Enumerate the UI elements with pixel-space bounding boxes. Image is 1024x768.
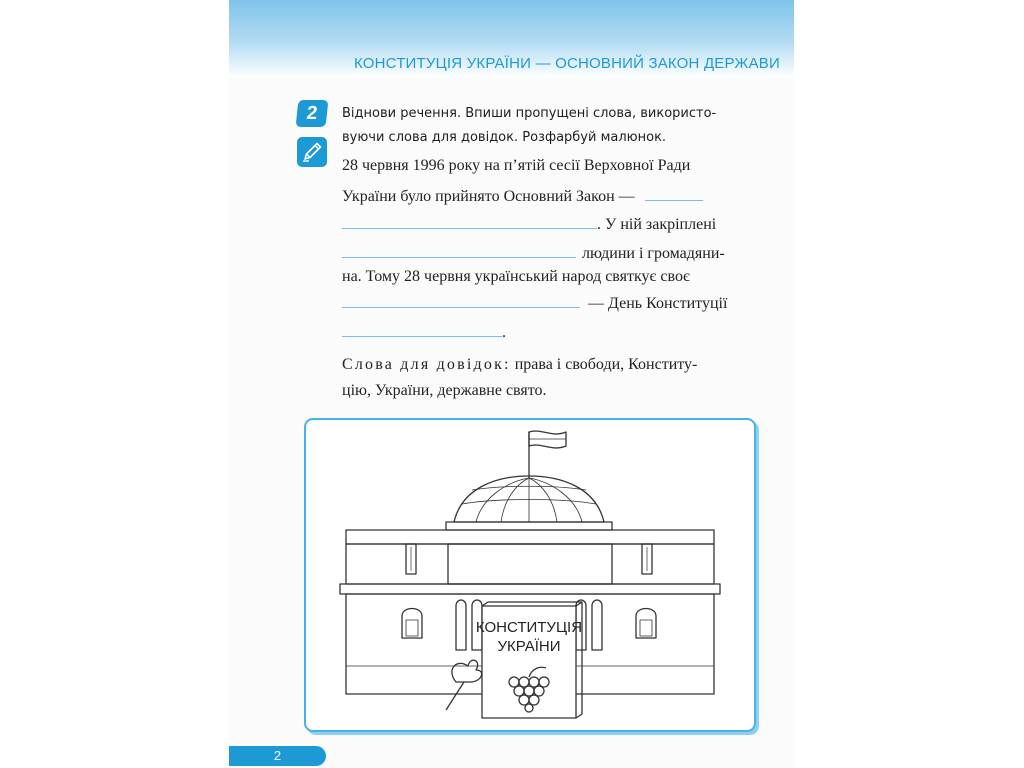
text-fragment: — День Конституції: [588, 295, 728, 312]
page-title: КОНСТИТУЦІЯ УКРАЇНИ — ОСНОВНИЙ ЗАКОН ДЕРЖАВИ: [353, 55, 780, 72]
window: [636, 609, 656, 639]
cornice: [346, 530, 714, 544]
text-line: [342, 319, 506, 347]
vocabulary-label: Слова для довідок:: [342, 356, 511, 373]
leaf: [452, 660, 482, 682]
text-line: 28 червня 1996 року на п’ятій сесії Верховної Ради: [342, 157, 691, 174]
vocabulary-words: права і свободи, Конститу-: [514, 356, 698, 373]
text-line: [342, 290, 727, 318]
text-fragment: України було прийнято Основний Закон —: [342, 188, 635, 205]
instruction-line: Віднови речення. Впиши пропущені слова, використо-: [342, 106, 717, 121]
vocabulary-hint: [342, 352, 754, 404]
book-title-line: УКРАЇНИ: [497, 638, 561, 655]
vocabulary-line: [342, 352, 754, 378]
book-title-line: КОНСТИТУЦІЯ: [475, 619, 583, 636]
instruction-line: вуючи слова для довідок. Розфарбуй малюнок.: [342, 130, 667, 145]
text-line: [342, 211, 716, 239]
text-line: на. Тому 28 червня український народ святкує своє: [342, 268, 690, 285]
exercise-instructions: [342, 102, 762, 150]
text-fragment: .: [502, 324, 506, 341]
answer-blank[interactable]: [342, 241, 576, 258]
answer-blank[interactable]: [342, 320, 502, 337]
answer-blank[interactable]: [342, 291, 580, 308]
text-line: [342, 183, 703, 211]
workbook-page: [229, 0, 794, 768]
page-header: [229, 0, 794, 78]
coloring-picture-frame[interactable]: [304, 418, 756, 732]
answer-blank[interactable]: [342, 212, 597, 229]
flag: [529, 431, 566, 448]
pencil-icon: [297, 137, 327, 167]
text-fragment: людини і громадяни-: [582, 245, 725, 262]
vocabulary-line: цію, України, державне свято.: [342, 382, 547, 399]
text-fragment: . У ній закріплені: [597, 216, 717, 233]
page-number: 2: [273, 748, 282, 763]
window: [402, 609, 422, 639]
answer-blank[interactable]: [645, 184, 703, 201]
page-number-tab: [229, 746, 326, 766]
parliament-building-drawing: [306, 420, 754, 730]
exercise-number-badge: 2: [296, 100, 329, 127]
